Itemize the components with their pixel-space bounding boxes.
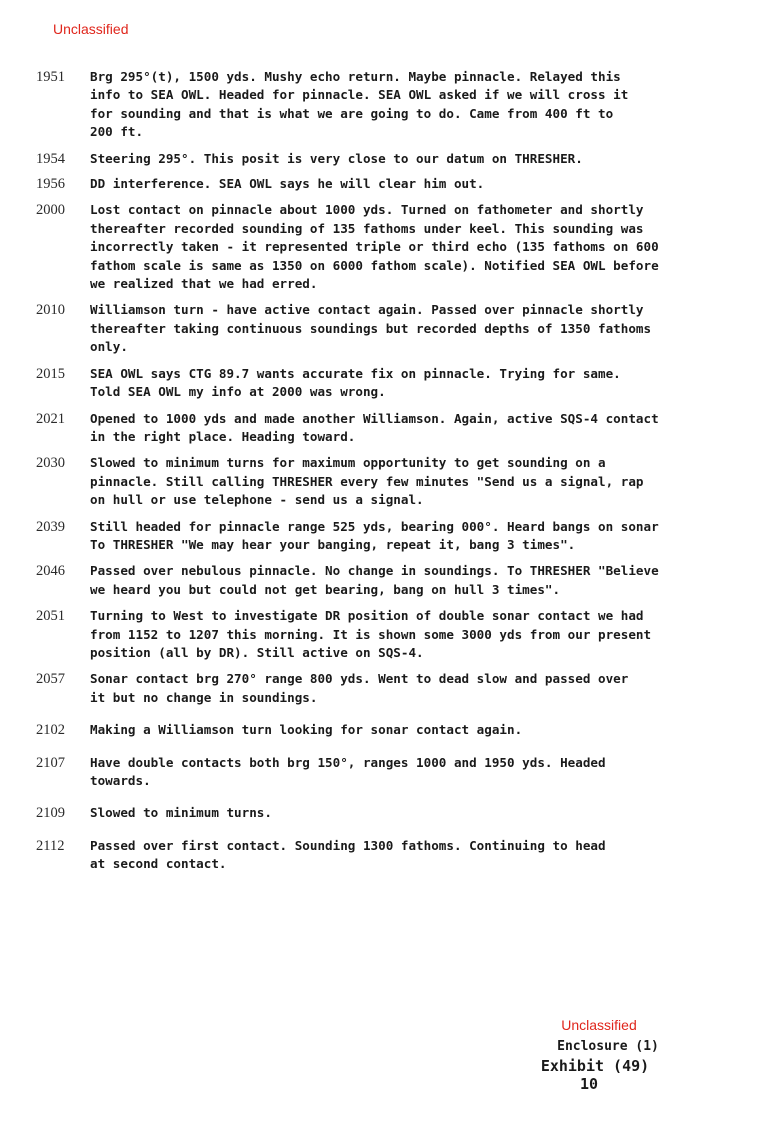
log-entry	[36, 201, 761, 293]
entry-time: 2021	[36, 410, 65, 427]
entry-time: 2102	[36, 722, 65, 739]
exhibit-label: Exhibit (49)	[540, 1057, 650, 1075]
entry-text: Making a Williamson turn looking for sonar contact again.	[90, 722, 523, 738]
entry-time: 2010	[36, 302, 65, 319]
log-entry	[36, 837, 761, 874]
entry-text: Steering 295°. This posit is very close to our datum on THRESHER.	[90, 150, 583, 166]
log-entry	[36, 365, 761, 402]
page-number: 10	[579, 1075, 599, 1093]
entry-text: Opened to 1000 yds and made another Williamson. Again, active SQS-4 contact in the right place. Heading toward.	[90, 410, 659, 444]
entry-time: 2000	[36, 202, 65, 219]
entry-text: Brg 295°(t), 1500 yds. Mushy echo return. Maybe pinnacle. Relayed this info to SEA OWL. Headed for pinnacle. SEA OWL asked if we will cross it for sounding and that is what we are going to do. Came from 400 ft to 200 ft.	[90, 69, 629, 140]
log-entry	[36, 607, 761, 662]
entry-time: 2112	[36, 837, 65, 854]
entry-time: 1956	[36, 176, 65, 193]
entry-text: Still headed for pinnacle range 525 yds, bearing 000°. Heard bangs on sonar To THRESHER "We may hear your banging, repeat it, bang 3 times".	[90, 518, 659, 552]
entry-time: 2107	[36, 754, 65, 771]
entry-time: 2057	[36, 671, 65, 688]
log-entry	[36, 721, 761, 739]
log-entry	[36, 301, 761, 356]
entry-text: DD interference. SEA OWL says he will clear him out.	[90, 176, 485, 192]
log-entry	[36, 754, 761, 791]
page-footer	[520, 1017, 670, 1093]
classification-footer: Unclassified	[561, 1017, 637, 1033]
entry-text: Turning to West to investigate DR position of double sonar contact we had from 1152 to 1207 this morning. It is shown some 3000 yds from our present position (all by DR). Still active on SQS-4.	[90, 608, 652, 660]
log-entry	[36, 562, 761, 599]
entry-text: Slowed to minimum turns.	[90, 805, 272, 821]
log-entry	[36, 410, 761, 447]
entry-time: 1954	[36, 150, 65, 167]
entry-text: Williamson turn - have active contact again. Passed over pinnacle shortly thereafter taking continuous soundings but recorded depths of 1350 fathoms only.	[90, 302, 652, 355]
log-entries	[36, 68, 761, 874]
entry-time: 2030	[36, 455, 65, 472]
entry-time: 2051	[36, 608, 65, 625]
log-entry	[36, 804, 761, 822]
enclosure-label: Enclosure (1)	[557, 1039, 659, 1054]
entry-time: 2046	[36, 563, 65, 580]
log-entry	[36, 175, 761, 193]
log-entry	[36, 68, 761, 142]
log-entry	[36, 670, 761, 707]
log-entry	[36, 150, 761, 168]
entry-text: Lost contact on pinnacle about 1000 yds. Turned on fathometer and shortly thereafter recorded sounding of 135 fathoms under keel. This sounding was incorrectly taken - it represented triple or third echo (135 fathoms on 600 fathom scale is same as 1350 on 6000 fathom scale). Notified SEA OWL before we realized that we had erred.	[90, 202, 659, 292]
entry-text: SEA OWL says CTG 89.7 wants accurate fix on pinnacle. Trying for same. Told SEA OWL my info at 2000 was wrong.	[90, 365, 621, 400]
log-entry	[36, 518, 761, 555]
entry-text: Slowed to minimum turns for maximum opportunity to get sounding on a pinnacle. Still calling THRESHER every few minutes "Send us a signal, rap on hull or use telephone - send us a signal.	[90, 455, 644, 508]
entry-time: 2109	[36, 805, 65, 822]
entry-text: Have double contacts both brg 150°, ranges 1000 and 1950 yds. Headed towards.	[90, 754, 606, 788]
entry-time: 1951	[36, 69, 65, 85]
entry-time: 2039	[36, 518, 65, 535]
entry-text: Passed over nebulous pinnacle. No change in soundings. To THRESHER "Believe we heard you but could not get bearing, bang on hull 3 times".	[90, 563, 659, 597]
classification-header: Unclassified	[53, 21, 129, 37]
entry-text: Passed over first contact. Sounding 1300 fathoms. Continuing to head at second contact.	[90, 837, 606, 872]
log-entry	[36, 454, 761, 509]
entry-time: 2015	[36, 365, 65, 382]
entry-text: Sonar contact brg 270° range 800 yds. Went to dead slow and passed over it but no change in soundings.	[90, 671, 629, 705]
